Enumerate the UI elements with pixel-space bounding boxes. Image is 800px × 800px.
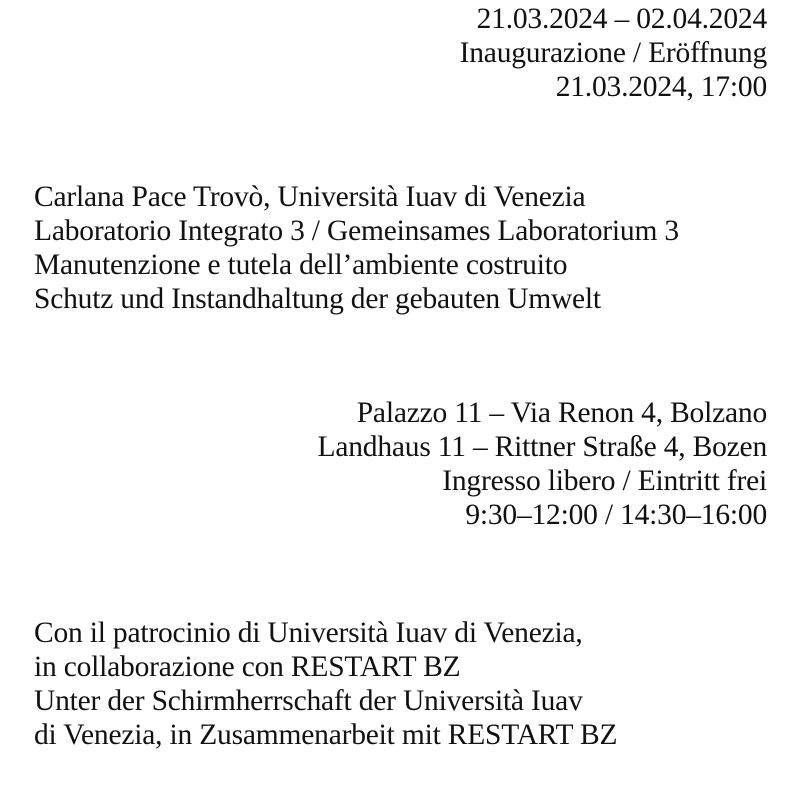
credits-block xyxy=(34,180,767,316)
venue-address-de: Landhaus 11 – Rittner Straße 4, Bozen xyxy=(317,431,767,463)
patronage-line: in collaborazione con RESTART BZ xyxy=(34,651,461,683)
opening-label: Inaugurazione / Eröffnung xyxy=(459,37,767,69)
credits-course: Laboratorio Integrato 3 / Gemeinsames Laboratorium 3 xyxy=(34,215,679,247)
dates-block xyxy=(34,2,767,104)
exhibition-period: 21.03.2024 – 02.04.2024 xyxy=(476,3,767,35)
patronage-line: Unter der Schirmherrschaft der Università Iuav xyxy=(34,685,583,717)
patronage-line: di Venezia, in Zusammenarbeit mit RESTART BZ xyxy=(34,719,618,751)
patronage-block xyxy=(34,616,767,752)
credits-subject-de: Schutz und Instandhaltung der gebauten Umwelt xyxy=(34,283,601,315)
opening-datetime: 21.03.2024, 17:00 xyxy=(555,71,767,103)
patronage-line: Con il patrocinio di Università Iuav di Venezia, xyxy=(34,617,583,649)
venue-hours: 9:30–12:00 / 14:30–16:00 xyxy=(465,499,767,531)
venue-admission: Ingresso libero / Eintritt frei xyxy=(442,465,767,497)
credits-author: Carlana Pace Trovò, Università Iuav di Venezia xyxy=(34,181,586,213)
venue-block xyxy=(34,396,767,532)
credits-subject-it: Manutenzione e tutela dell’ambiente costruito xyxy=(34,249,568,281)
venue-address-it: Palazzo 11 – Via Renon 4, Bolzano xyxy=(356,397,767,429)
